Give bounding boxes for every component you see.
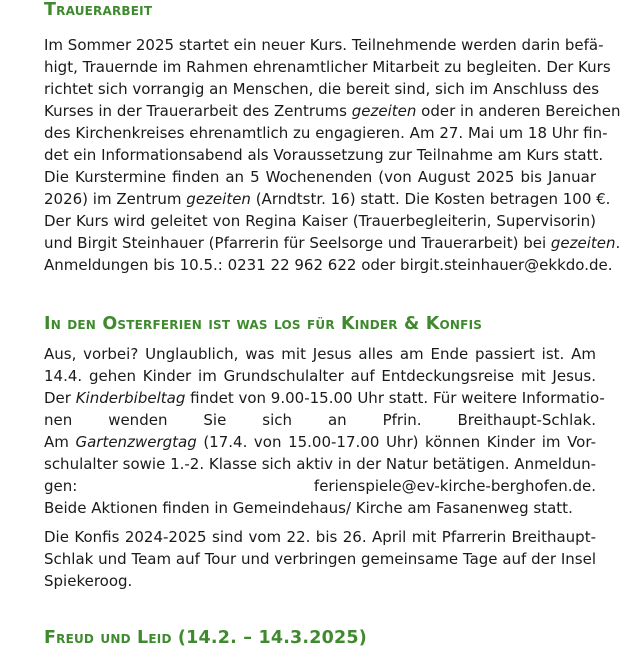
text-line: nen wenden Sie sich an Pfrin. Breithaupt-Schlak. [44,411,596,429]
text-line: gen: ferienspiele@ev-kirche-berghofen.de. [44,477,596,495]
text-segment: Am [44,433,76,451]
text-line: Schlak und Team auf Tour und verbringen gemeinsame Tage auf der Insel [44,550,596,568]
text-line: Spiekeroog. [44,572,133,590]
text-line: des Kirchenkreises ehrenamtlich zu engagieren. Am 27. Mai um 18 Uhr fin- [44,124,608,142]
text-line [44,232,621,254]
text-line: 14.4. gehen Kinder im Grundschulalter auf Entdeckungsreise mit Jesus. [44,367,596,385]
italic-term: Kinderbibeltag [75,389,186,407]
italic-term: Gartenzwergtag [75,433,197,451]
text-line: Die Konfis 2024-2025 sind vom 22. bis 26. April mit Pfarrerin Breithaupt- [44,528,596,546]
text-line [44,100,621,122]
text-line: higt, Trauernde im Rahmen ehrenamtlicher Mitarbeit zu begleiten. Der Kurs [44,58,611,76]
text-line: Aus, vorbei? Unglaublich, was mit Jesus alles am Ende passiert ist. Am [44,345,596,363]
text-segment: . [615,234,621,252]
text-segment: findet von 9.00-15.00 Uhr statt. Für weitere Informatio- [185,389,605,407]
section-heading-trauerarbeit [44,0,152,20]
paragraph-trauerkurs [44,34,621,276]
text-line: det ein Informationsabend als Voraussetzung zur Teilnahme am Kurs statt. [44,146,604,164]
paragraph-konfis [44,526,596,592]
text-line: Anmeldungen bis 10.5.: 0231 22 962 622 oder birgit.steinhauer@ekkdo.de. [44,256,613,274]
text-segment: Kurses in der Trauerarbeit des Zentrums [44,102,352,120]
text-line [44,431,596,453]
text-segment: (Arndtstr. 16) statt. Die Kosten betragen 100 €. [250,190,611,208]
text-segment: Der [44,389,76,407]
text-segment: und Birgit Steinhauer (Pfarrerin für Seelsorge und Trauerarbeit) bei [44,234,551,252]
text-line [44,387,605,409]
text-line: schulalter sowie 1.-2. Klasse sich aktiv in der Natur betätigen. Anmeldun- [44,455,597,473]
text-line: Die Kurstermine finden an 5 Wochenenden (von August 2025 bis Januar [44,168,596,186]
paragraph-kinder [44,343,605,519]
text-line: Beide Aktionen finden in Gemeindehaus/ Kirche am Fasanenweg statt. [44,499,573,517]
text-line: Im Sommer 2025 startet ein neuer Kurs. Teilnehmende werden darin befä- [44,36,604,54]
italic-term: gezeiten [550,234,616,252]
text-line [44,188,611,210]
section-heading-osterferien: In den Osterferien ist was los für Kinder & Konfis [44,314,483,334]
text-line: Der Kurs wird geleitet von Regina Kaiser (Trauerbegleiterin, Supervisorin) [44,212,596,230]
italic-term: gezeiten [351,102,417,120]
text-line: richtet sich vorrangig an Menschen, die bereit sind, sich im Anschluss des [44,80,600,98]
italic-term: gezeiten [186,190,251,208]
text-segment: 2026) im Zentrum [44,190,187,208]
text-segment: oder in anderen Bereichen [416,102,621,120]
section-heading-freud-und-leid: Freud und Leid (14.2. – 14.3.2025) [44,628,367,648]
heading-text: Trauerarbeit [44,0,153,20]
text-segment: (17.4. von 15.00-17.00 Uhr) können Kinder im Vor- [196,433,596,451]
